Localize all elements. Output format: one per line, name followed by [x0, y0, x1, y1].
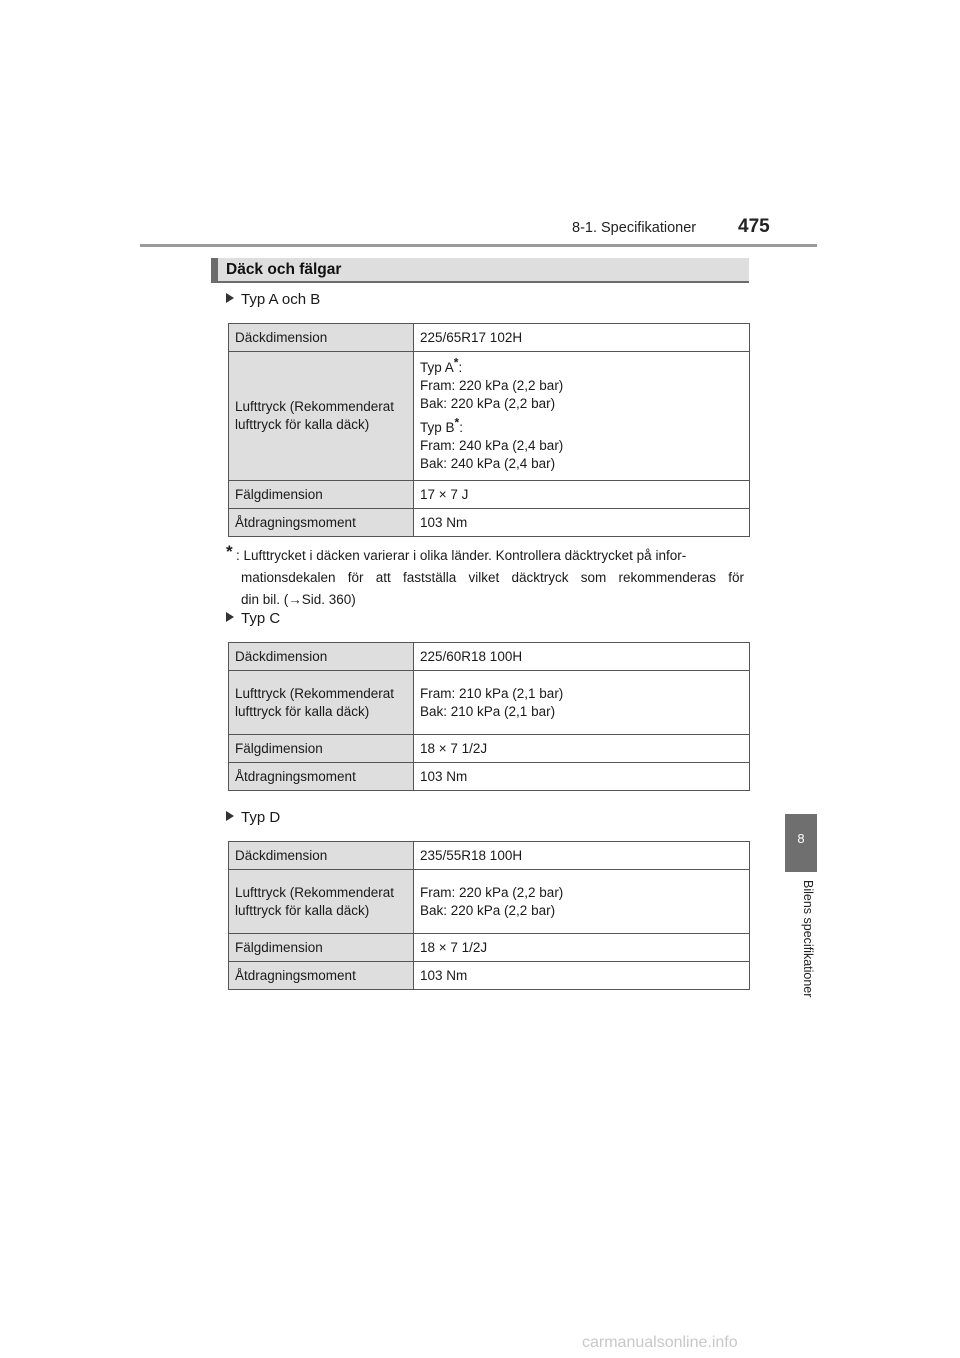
- pressure-line: Fram: 240 kPa (2,4 bar): [420, 438, 564, 453]
- type-heading-label: Typ D: [241, 809, 281, 826]
- watermark: carmanualsonline.info: [582, 1334, 738, 1351]
- row-value: 18 × 7 1/2J: [414, 934, 750, 962]
- running-header-section: 8-1. Specifikationer: [572, 220, 697, 236]
- chapter-tab: [785, 814, 817, 872]
- table-row: [229, 934, 750, 962]
- table-row: [229, 870, 750, 934]
- row-value: 225/65R17 102H: [414, 324, 750, 352]
- table-row: [229, 735, 750, 763]
- row-label: Fälgdimension: [229, 934, 414, 962]
- arrow-right-icon: [226, 612, 234, 622]
- row-label: Åtdragningsmoment: [229, 763, 414, 791]
- arrow-right-icon: [226, 293, 234, 303]
- row-value: 17 × 7 J: [414, 481, 750, 509]
- chapter-label: Bilens specifikationer: [801, 880, 815, 998]
- row-label: Lufttryck (Rekommenderat lufttryck för kalla däck): [229, 671, 414, 735]
- table-row: [229, 763, 750, 791]
- row-label: Fälgdimension: [229, 481, 414, 509]
- row-value: [414, 352, 750, 481]
- row-value: 103 Nm: [414, 763, 750, 791]
- section-heading: [211, 258, 749, 283]
- spec-table-c: [228, 642, 750, 791]
- type-heading-c: [226, 610, 280, 627]
- table-row: [229, 481, 750, 509]
- row-label: Däckdimension: [229, 643, 414, 671]
- pressure-line: Bak: 220 kPa (2,2 bar): [420, 902, 556, 918]
- type-heading-label: Typ A och B: [241, 291, 321, 308]
- row-value: [414, 870, 750, 934]
- table-row: [229, 671, 750, 735]
- row-label: Lufttryck (Rekommenderat lufttryck för kalla däck): [229, 870, 414, 934]
- pressure-line: Bak: 240 kPa (2,4 bar): [420, 456, 556, 471]
- row-label: Lufttryck (Rekommenderat lufttryck för kalla däck): [229, 352, 414, 481]
- row-label: Åtdragningsmoment: [229, 509, 414, 537]
- footnote-mark: *: [454, 415, 460, 430]
- spec-table-ab: [228, 323, 750, 537]
- chapter-number: 8: [797, 831, 805, 846]
- row-value: [414, 671, 750, 735]
- pressure-block-a: Typ A*:: [420, 355, 463, 375]
- row-value: 18 × 7 1/2J: [414, 735, 750, 763]
- table-row: [229, 643, 750, 671]
- row-label: Däckdimension: [229, 842, 414, 870]
- row-value: 235/55R18 100H: [414, 842, 750, 870]
- table-row: [229, 352, 750, 481]
- chapter-side-label: [801, 880, 821, 1030]
- pressure-block-b: Typ B*:: [420, 415, 463, 435]
- header-rule: [140, 244, 817, 247]
- footnote-line: din bil. (→Sid. 360): [241, 592, 356, 607]
- pressure-line: Bak: 210 kPa (2,1 bar): [420, 703, 556, 719]
- type-heading-d: [226, 809, 280, 826]
- row-value: 225/60R18 100H: [414, 643, 750, 671]
- table-row: [229, 962, 750, 990]
- table-row: [229, 842, 750, 870]
- pressure-line: Fram: 220 kPa (2,2 bar): [420, 884, 564, 900]
- row-label: Däckdimension: [229, 324, 414, 352]
- pressure-line: Bak: 220 kPa (2,2 bar): [420, 396, 556, 411]
- spec-table-d: [228, 841, 750, 990]
- footnote-line: mationsdekalen för att fastställa vilket däcktryck som rekommenderas för: [241, 570, 744, 585]
- arrow-right-icon: [226, 811, 234, 821]
- type-heading-ab: [226, 291, 320, 308]
- footnote-mark: *: [453, 355, 459, 370]
- footnote: [226, 542, 744, 611]
- row-label: Åtdragningsmoment: [229, 962, 414, 990]
- footnote-asterisk: *: [226, 542, 233, 561]
- page-number: 475: [738, 216, 770, 237]
- pressure-line: Fram: 220 kPa (2,2 bar): [420, 378, 564, 393]
- table-row: [229, 509, 750, 537]
- pressure-line: Fram: 210 kPa (2,1 bar): [420, 685, 564, 701]
- type-heading-label: Typ C: [241, 610, 281, 627]
- row-value: 103 Nm: [414, 962, 750, 990]
- table-row: [229, 324, 750, 352]
- footnote-line: : Lufttrycket i däcken varierar i olika länder. Kontrollera däcktrycket på infor-: [236, 548, 687, 563]
- section-title: Däck och fälgar: [226, 261, 342, 278]
- row-value: 103 Nm: [414, 509, 750, 537]
- row-label: Fälgdimension: [229, 735, 414, 763]
